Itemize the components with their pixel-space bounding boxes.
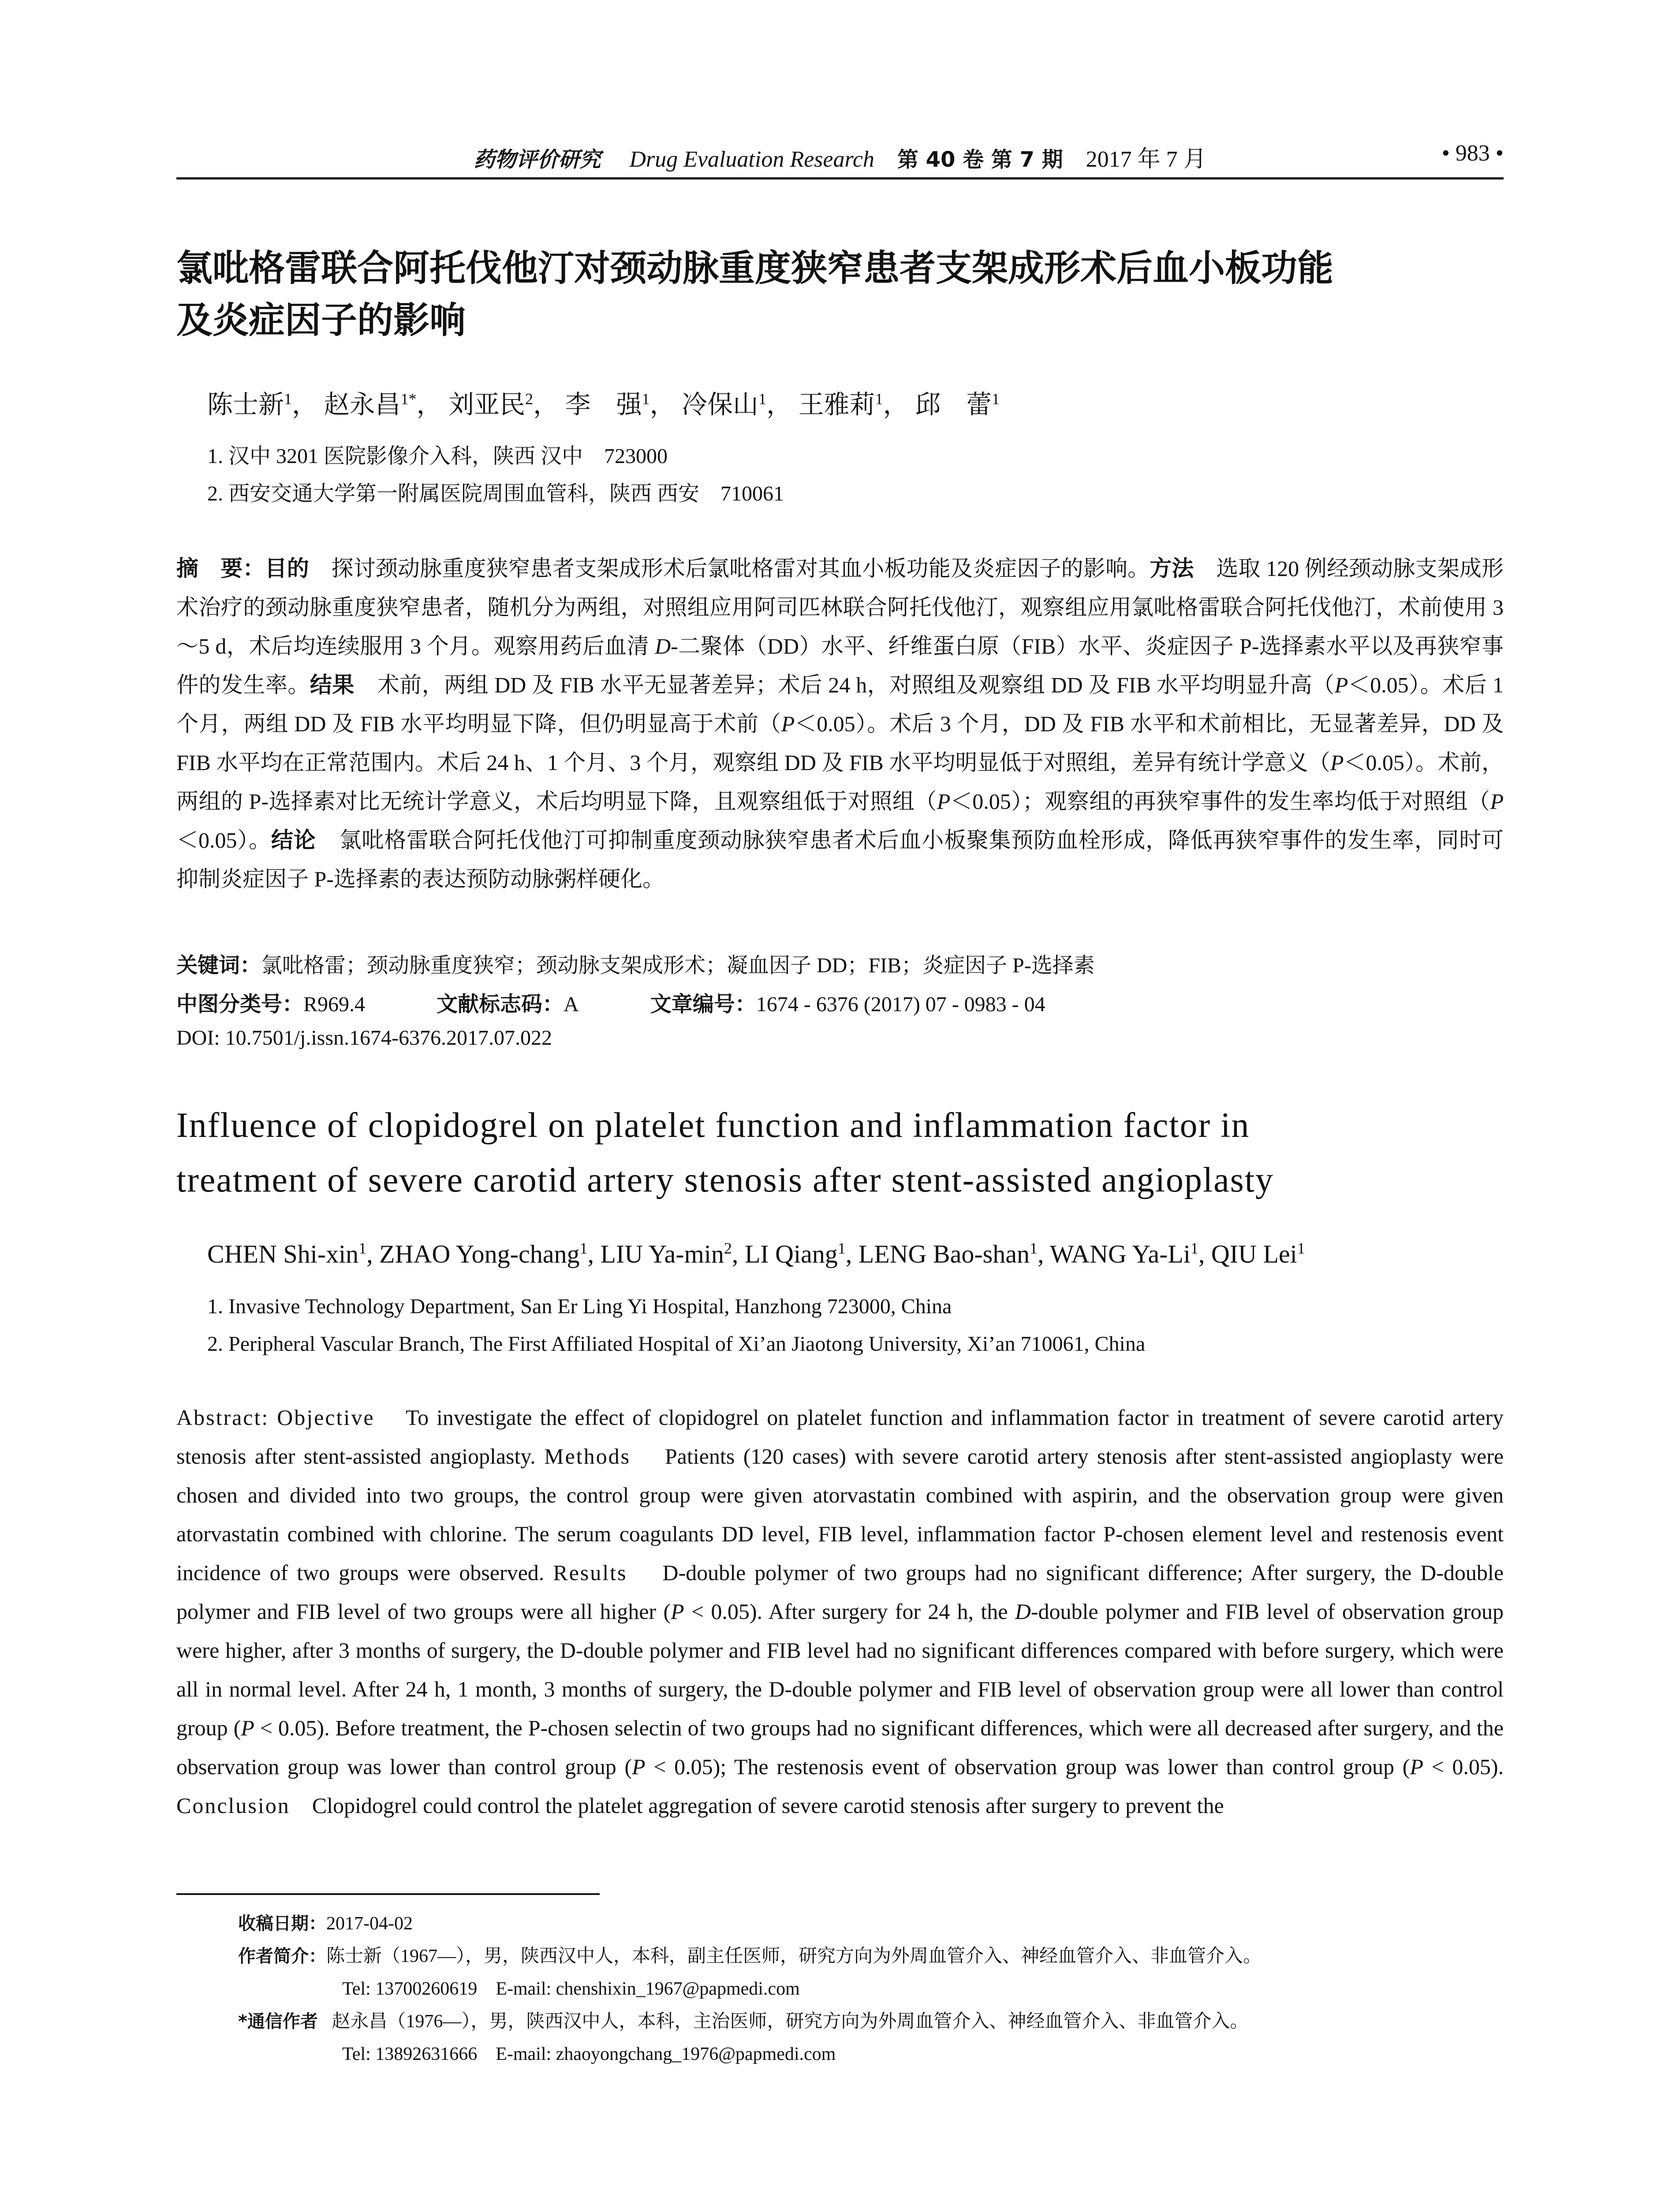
methods-cn-text: 选取 120 例经颈动脉支架成形术治疗的颈动脉重度狭窄患者，随机分为两组，对照组应用阿司匹林联合阿托伐他汀，观察组应用氯吡格雷联合阿托伐他汀，术前使用 3～5 d，术后均连续服用 3 个月。观察用药后血清 D-二聚体（DD）水平、纤维蛋白原（FIB）水平、炎症因子 P-选择素水平以及再狭窄事件的发生率。 bbox=[176, 556, 1504, 697]
article-no-label: 文章编号： bbox=[650, 992, 756, 1017]
received-label: 收稿日期： bbox=[238, 1913, 326, 1934]
title-cn-line1: 氯吡格雷联合阿托伐他汀对颈动脉重度狭窄患者支架成形术后血小板功能 bbox=[176, 247, 1334, 289]
objective-cn-text: 探讨颈动脉重度狭窄患者支架成形术后氯吡格雷对其血小板功能及炎症因子的影响。 bbox=[331, 556, 1150, 581]
author-en: CHEN Shi-xin$^1$ bbox=[207, 1239, 367, 1268]
author-en: LI Qiang$^1$ bbox=[744, 1239, 846, 1268]
title-en-line2: treatment of severe carotid artery stenosis after stent-assisted angioplasty bbox=[176, 1161, 1274, 1200]
journal-name-en: Drug Evaluation Research bbox=[629, 147, 874, 172]
author-cn: 王雅莉$^1$ bbox=[798, 390, 883, 419]
results-cn-label: 结果 bbox=[310, 672, 355, 698]
methods-cn-label: 方法 bbox=[1150, 556, 1194, 581]
volume-issue: 第 40 卷 第 7 期 bbox=[897, 147, 1063, 172]
doi: DOI: 10.7501/j.issn.1674-6376.2017.07.022 bbox=[176, 1026, 552, 1050]
abstract-cn-label: 摘 要： bbox=[176, 556, 265, 581]
header-rule bbox=[176, 177, 1504, 179]
conclusion-en-text: Clopidogrel could control the platelet aggregation of severe carotid stenosis after surgery to prevent the bbox=[312, 1793, 1224, 1818]
author-en: LIU $Ya-\min^2$ bbox=[600, 1239, 732, 1268]
footnotes bbox=[238, 1907, 1504, 2070]
author-cn: 赵永昌$^{1*}$ bbox=[324, 390, 417, 419]
corresponding-label: *通信作者 bbox=[238, 2011, 318, 2032]
title-en-line1: Influence of clopidogrel on platelet function and inflammation factor in bbox=[176, 1106, 1250, 1145]
title-cn-line2: 及炎症因子的影响 bbox=[176, 299, 466, 341]
doc-code-label: 文献标志码： bbox=[437, 992, 564, 1017]
objective-cn-label: 目的 bbox=[265, 556, 309, 581]
issue-date: 2017 年 7 月 bbox=[1086, 147, 1206, 172]
author-en: QIU Lei$^1$ bbox=[1211, 1239, 1305, 1268]
header-center bbox=[176, 140, 1504, 173]
conclusion-en-label: Conclusion bbox=[176, 1793, 290, 1818]
author-en: WANG Ya-Li$^1$ bbox=[1049, 1239, 1198, 1268]
authors-en: CHEN Shi-xin$^1$, ZHAO Yong-chang$^1$, LIU $Ya-\min^2$, LI Qiang$^1$, LENG Bao-shan$^1$, WANG Ya-Li$^1$, QIU Lei$^1$ bbox=[207, 1239, 1305, 1268]
abstract-en bbox=[176, 1398, 1504, 1825]
corresponding-bio: 赵永昌（1976—），男，陕西汉中人，本科，主治医师，研究方向为外周血管介入、神经血管介入、非血管介入。 bbox=[332, 2011, 1249, 2032]
affiliation-en-2: 2. Peripheral Vascular Branch, The First Affiliated Hospital of Xi’an Jiaotong University, Xi’an 710061, China bbox=[207, 1332, 1146, 1356]
author-contact: Tel: 13700260619 E-mail: chenshixin_1967@papmedi.com bbox=[342, 1979, 800, 1999]
author-en: ZHAO Yong-chang$^1$ bbox=[379, 1239, 588, 1268]
results-cn-text: 术前，两组 DD 及 FIB 水平无显著差异；术后 24 h，对照组及观察组 DD 及 FIB 水平均明显升高（P＜0.05）。术后 1 个月，两组 DD 及 FIB 水平均明显下降，但仍明显高于术前（P＜0.05）。术后 3 个月，DD 及 FIB 水平和术前相比，无显著差异，DD 及 FIB 水平均在正常范围内。术后 24 h、1 个月、3 个月，观察组 DD 及 FIB 水平均明显低于对照组，差异有统计学意义（P＜0.05）。术前，两组的 P-选择素对比无统计学意义，术后均明显下降，且观察组低于对照组（P＜0.05）；观察组的再狭窄事件的发生率均低于对照组（P＜0.05）。 bbox=[176, 673, 1504, 852]
footnote-received bbox=[238, 1907, 1504, 1940]
conclusion-cn-label: 结论 bbox=[271, 827, 316, 853]
article-no-value: 1674 - 6376 (2017) 07 - 0983 - 04 bbox=[756, 993, 1045, 1016]
results-en-text: D-double polymer of two groups had no significant difference; After surgery, the D-double polymer and FIB level of two groups were all higher (P < 0.05). After surgery for 24 h, the D-double polymer and FIB level of observation group were higher, after 3 months of surgery, the D-double polymer and FIB level had no significant differences compared with before surgery, which were all in normal level. After 24 h, 1 month, 3 months of surgery, the D-double polymer and FIB level of observation group were all lower than control group (P < 0.05). Before treatment, the P-chosen selectin of two groups had no significant differences, which were all decreased after surgery, and the observation group was lower than control group (P < 0.05); The restenosis event of observation group was lower than control group (P < 0.05). bbox=[176, 1560, 1504, 1779]
affiliation-en-1: 1. Invasive Technology Department, San Er Ling Yi Hospital, Hanzhong 723000, China bbox=[207, 1295, 952, 1318]
authors-cn: 陈士新$^1$， 赵永昌$^{1*}$， 刘亚民$^2$， 李 强$^1$， 冷保山$^1$， 王雅莉$^1$， 邱 蕾$^1$ bbox=[207, 390, 1000, 419]
abstract-cn bbox=[176, 549, 1504, 898]
abstract-en-label: Abstract: bbox=[176, 1405, 269, 1430]
keywords-cn-text: 氯吡格雷；颈动脉重度狭窄；颈动脉支架成形术；凝血因子 DD；FIB；炎症因子 P-选择素 bbox=[261, 954, 1095, 977]
doc-code-value: A bbox=[564, 993, 579, 1016]
affiliation-cn-1: 1. 汉中 3201 医院影像介入科，陕西 汉中 723000 bbox=[207, 445, 668, 468]
clc-value: R969.4 bbox=[303, 993, 366, 1016]
running-header bbox=[176, 140, 1504, 176]
objective-en-text: To investigate the effect of clopidogrel on platelet function and inflammation factor in treatment of severe carotid artery stenosis after stent-assisted angioplasty. bbox=[176, 1405, 1504, 1469]
author-cn: 刘亚民$^2$ bbox=[448, 390, 533, 419]
footnote-author bbox=[238, 1940, 1504, 1973]
methods-en-label: Methods bbox=[544, 1444, 631, 1469]
footnote-rule bbox=[176, 1893, 600, 1895]
clc-label: 中图分类号： bbox=[176, 992, 304, 1017]
author-cn: 陈士新$^1$ bbox=[207, 390, 292, 419]
journal-logo-cn: 药物评价研究 bbox=[474, 147, 601, 172]
footnote-corresponding bbox=[238, 2005, 1504, 2038]
author-cn: 李 强$^1$ bbox=[565, 390, 650, 419]
title-en bbox=[176, 1098, 1504, 1207]
keywords-cn-label: 关键词： bbox=[176, 953, 261, 978]
page-number: • 983 • bbox=[1441, 141, 1504, 166]
author-bio: 陈士新（1967—），男，陕西汉中人，本科，副主任医师，研究方向为外周血管介入、神经血管介入、非血管介入。 bbox=[326, 1946, 1262, 1966]
keywords-cn bbox=[176, 948, 1095, 979]
classification-line bbox=[176, 987, 1045, 1017]
methods-en-text: Patients (120 cases) with severe carotid artery stenosis after stent-assisted angioplasty were chosen and divided into two groups, the control group were given atorvastatin combined with aspirin, and the observation group were given atorvastatin combined with chlorine. The serum coagulants DD level, FIB level, inflammation factor P-chosen element level and restenosis event incidence of two groups were observed. bbox=[176, 1444, 1504, 1585]
corresponding-contact: Tel: 13892631666 E-mail: zhaoyongchang_1976@papmedi.com bbox=[342, 2044, 836, 2064]
conclusion-cn-text: 氯吡格雷联合阿托伐他汀可抑制重度颈动脉狭窄患者术后血小板聚集预防血栓形成，降低再狭窄事件的发生率，同时可抑制炎症因子 P-选择素的表达预防动脉粥样硬化。 bbox=[176, 828, 1504, 891]
results-en-label: Results bbox=[553, 1560, 627, 1585]
received-date: 2017-04-02 bbox=[326, 1913, 413, 1934]
title-cn bbox=[176, 243, 1504, 347]
author-en: LENG Bao-shan$^1$ bbox=[858, 1239, 1038, 1268]
author-bio-label: 作者简介： bbox=[238, 1946, 326, 1966]
author-cn: 冷保山$^1$ bbox=[682, 390, 767, 419]
author-cn: 邱 蕾$^1$ bbox=[915, 390, 1000, 419]
affiliation-cn-2: 2. 西安交通大学第一附属医院周围血管科，陕西 西安 710061 bbox=[207, 482, 784, 505]
objective-en-label: Objective bbox=[277, 1405, 375, 1430]
